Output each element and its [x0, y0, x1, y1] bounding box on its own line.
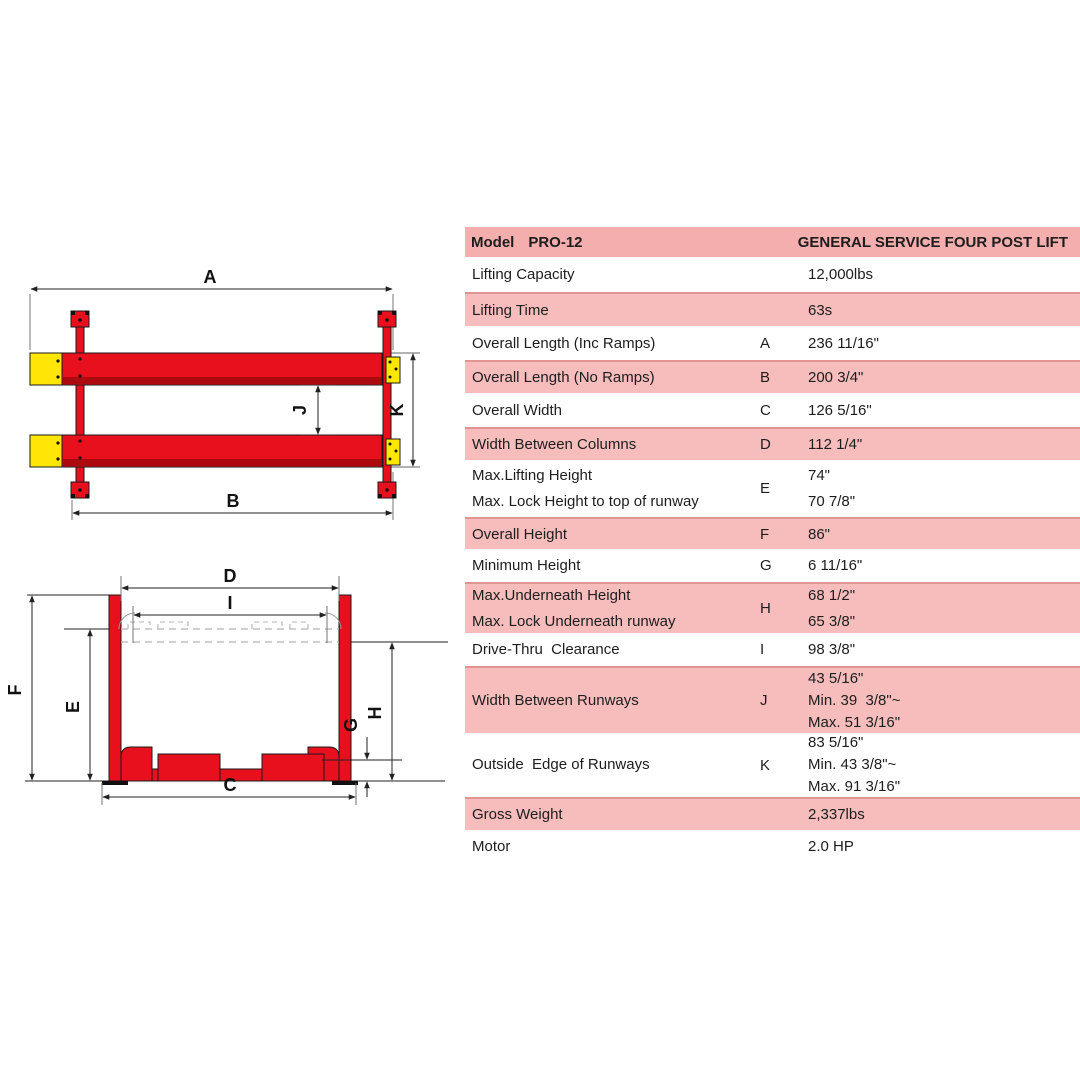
spec-letter: A — [760, 334, 771, 352]
spec-value: 83 5/16" Min. 43 3/8"~ Max. 91 3/16" — [808, 734, 901, 795]
spec-name: Overall Length (No Ramps) — [472, 369, 655, 386]
spec-row — [465, 460, 1080, 517]
spec-name: Minimum Height — [472, 557, 581, 574]
spec-value: 126 5/16" — [808, 401, 872, 419]
spec-value: 43 5/16" Min. 39 3/8"~ Max. 51 3/16" — [808, 669, 901, 731]
spec-name: Overall Width — [472, 401, 563, 419]
spec-value: 12,000lbs — [808, 266, 874, 283]
spec-row — [465, 427, 1080, 460]
dim-label-A: A — [203, 267, 217, 287]
lowered-runway-left — [158, 754, 220, 781]
spec-letter: G — [760, 557, 772, 574]
spec-name: Max.Underneath Height Max. Lock Underneath runway — [472, 586, 676, 630]
spec-row — [465, 517, 1080, 549]
dim-label-C: C — [223, 775, 237, 795]
spec-row — [465, 292, 1080, 326]
spec-value: 6 11/16" — [808, 557, 863, 574]
wheel-stop-top-right — [386, 357, 400, 383]
ramp-top-left — [30, 353, 62, 385]
column-left — [109, 595, 121, 781]
spec-letter: H — [760, 600, 771, 617]
spec-letter: J — [760, 692, 768, 709]
ramp-bottom-left — [30, 435, 62, 467]
spec-row — [465, 830, 1080, 863]
spec-name: Overall Length (Inc Ramps) — [472, 334, 656, 352]
baseplate-left — [102, 781, 128, 785]
plan-view-diagram — [0, 250, 460, 540]
spec-value: 2,337lbs — [808, 806, 865, 823]
spec-row — [465, 733, 1080, 797]
dim-label-B: B — [226, 491, 240, 511]
spec-letter: B — [760, 369, 771, 386]
spec-name: Outside Edge of Runways — [472, 756, 650, 773]
spec-name: Lifting Capacity — [472, 266, 575, 283]
spec-value: 86" — [808, 525, 831, 543]
spec-table — [465, 227, 1080, 863]
spec-letter: F — [760, 525, 770, 543]
spec-row — [465, 393, 1080, 427]
spec-name: Width Between Runways — [472, 691, 639, 709]
spec-name: Gross Weight — [472, 806, 563, 823]
spec-letter: E — [760, 480, 771, 497]
post-bottom-left — [71, 482, 89, 498]
spec-name: Drive-Thru Clearance — [472, 641, 620, 658]
spec-value: 68 1/2" 65 3/8" — [808, 586, 856, 630]
runway-bottom — [62, 435, 382, 467]
spec-letter: I — [760, 641, 765, 658]
dim-label-H: H — [365, 706, 385, 720]
wheel-stop-bottom-right — [386, 439, 400, 465]
spec-value: 2.0 HP — [808, 838, 854, 855]
spec-name: Overall Height — [472, 525, 568, 543]
spec-value: 74" 70 7/8" — [808, 466, 856, 510]
spec-row — [465, 797, 1080, 830]
spec-value: 98 3/8" — [808, 641, 856, 658]
spec-value: 63s — [808, 301, 833, 319]
spec-name: Width Between Columns — [472, 436, 637, 453]
dim-label-F: F — [5, 684, 25, 696]
lowered-runway-right — [262, 754, 324, 781]
spec-name: Lifting Time — [472, 301, 549, 319]
front-view-diagram — [0, 545, 460, 840]
table-title: GENERAL SERVICE FOUR POST LIFT — [797, 233, 1068, 251]
dim-label-I: I — [227, 593, 233, 613]
runway-top — [62, 353, 382, 385]
spec-name: Motor — [472, 838, 511, 855]
spec-row — [465, 360, 1080, 393]
spec-row — [465, 666, 1080, 733]
spec-letter: D — [760, 436, 771, 453]
spec-letter: C — [760, 401, 771, 419]
model-value: PRO-12 — [528, 233, 583, 251]
dim-label-E: E — [63, 700, 83, 714]
spec-row — [465, 582, 1080, 633]
model-label: Model — [471, 233, 515, 251]
spec-value: 200 3/4" — [808, 369, 864, 386]
dim-label-K: K — [387, 403, 407, 417]
post-top-left — [71, 311, 89, 327]
dim-label-G: G — [341, 717, 361, 733]
spec-row — [465, 257, 1080, 292]
spec-letter: K — [760, 756, 771, 774]
spec-row — [465, 633, 1080, 666]
column-right — [339, 595, 351, 781]
post-bottom-right — [378, 482, 396, 498]
baseplate-right — [332, 781, 358, 785]
table-header — [465, 227, 1080, 257]
spec-row — [465, 326, 1080, 360]
spec-value: 236 11/16" — [808, 334, 879, 352]
raised-runway-dashed — [119, 613, 341, 642]
spec-name: Max.Lifting Height Max. Lock Height to top of runway — [472, 466, 699, 510]
spec-row — [465, 549, 1080, 582]
spec-value: 112 1/4" — [808, 436, 863, 453]
dim-label-D: D — [223, 566, 237, 586]
post-top-right — [378, 311, 396, 327]
dim-label-J: J — [290, 404, 310, 416]
